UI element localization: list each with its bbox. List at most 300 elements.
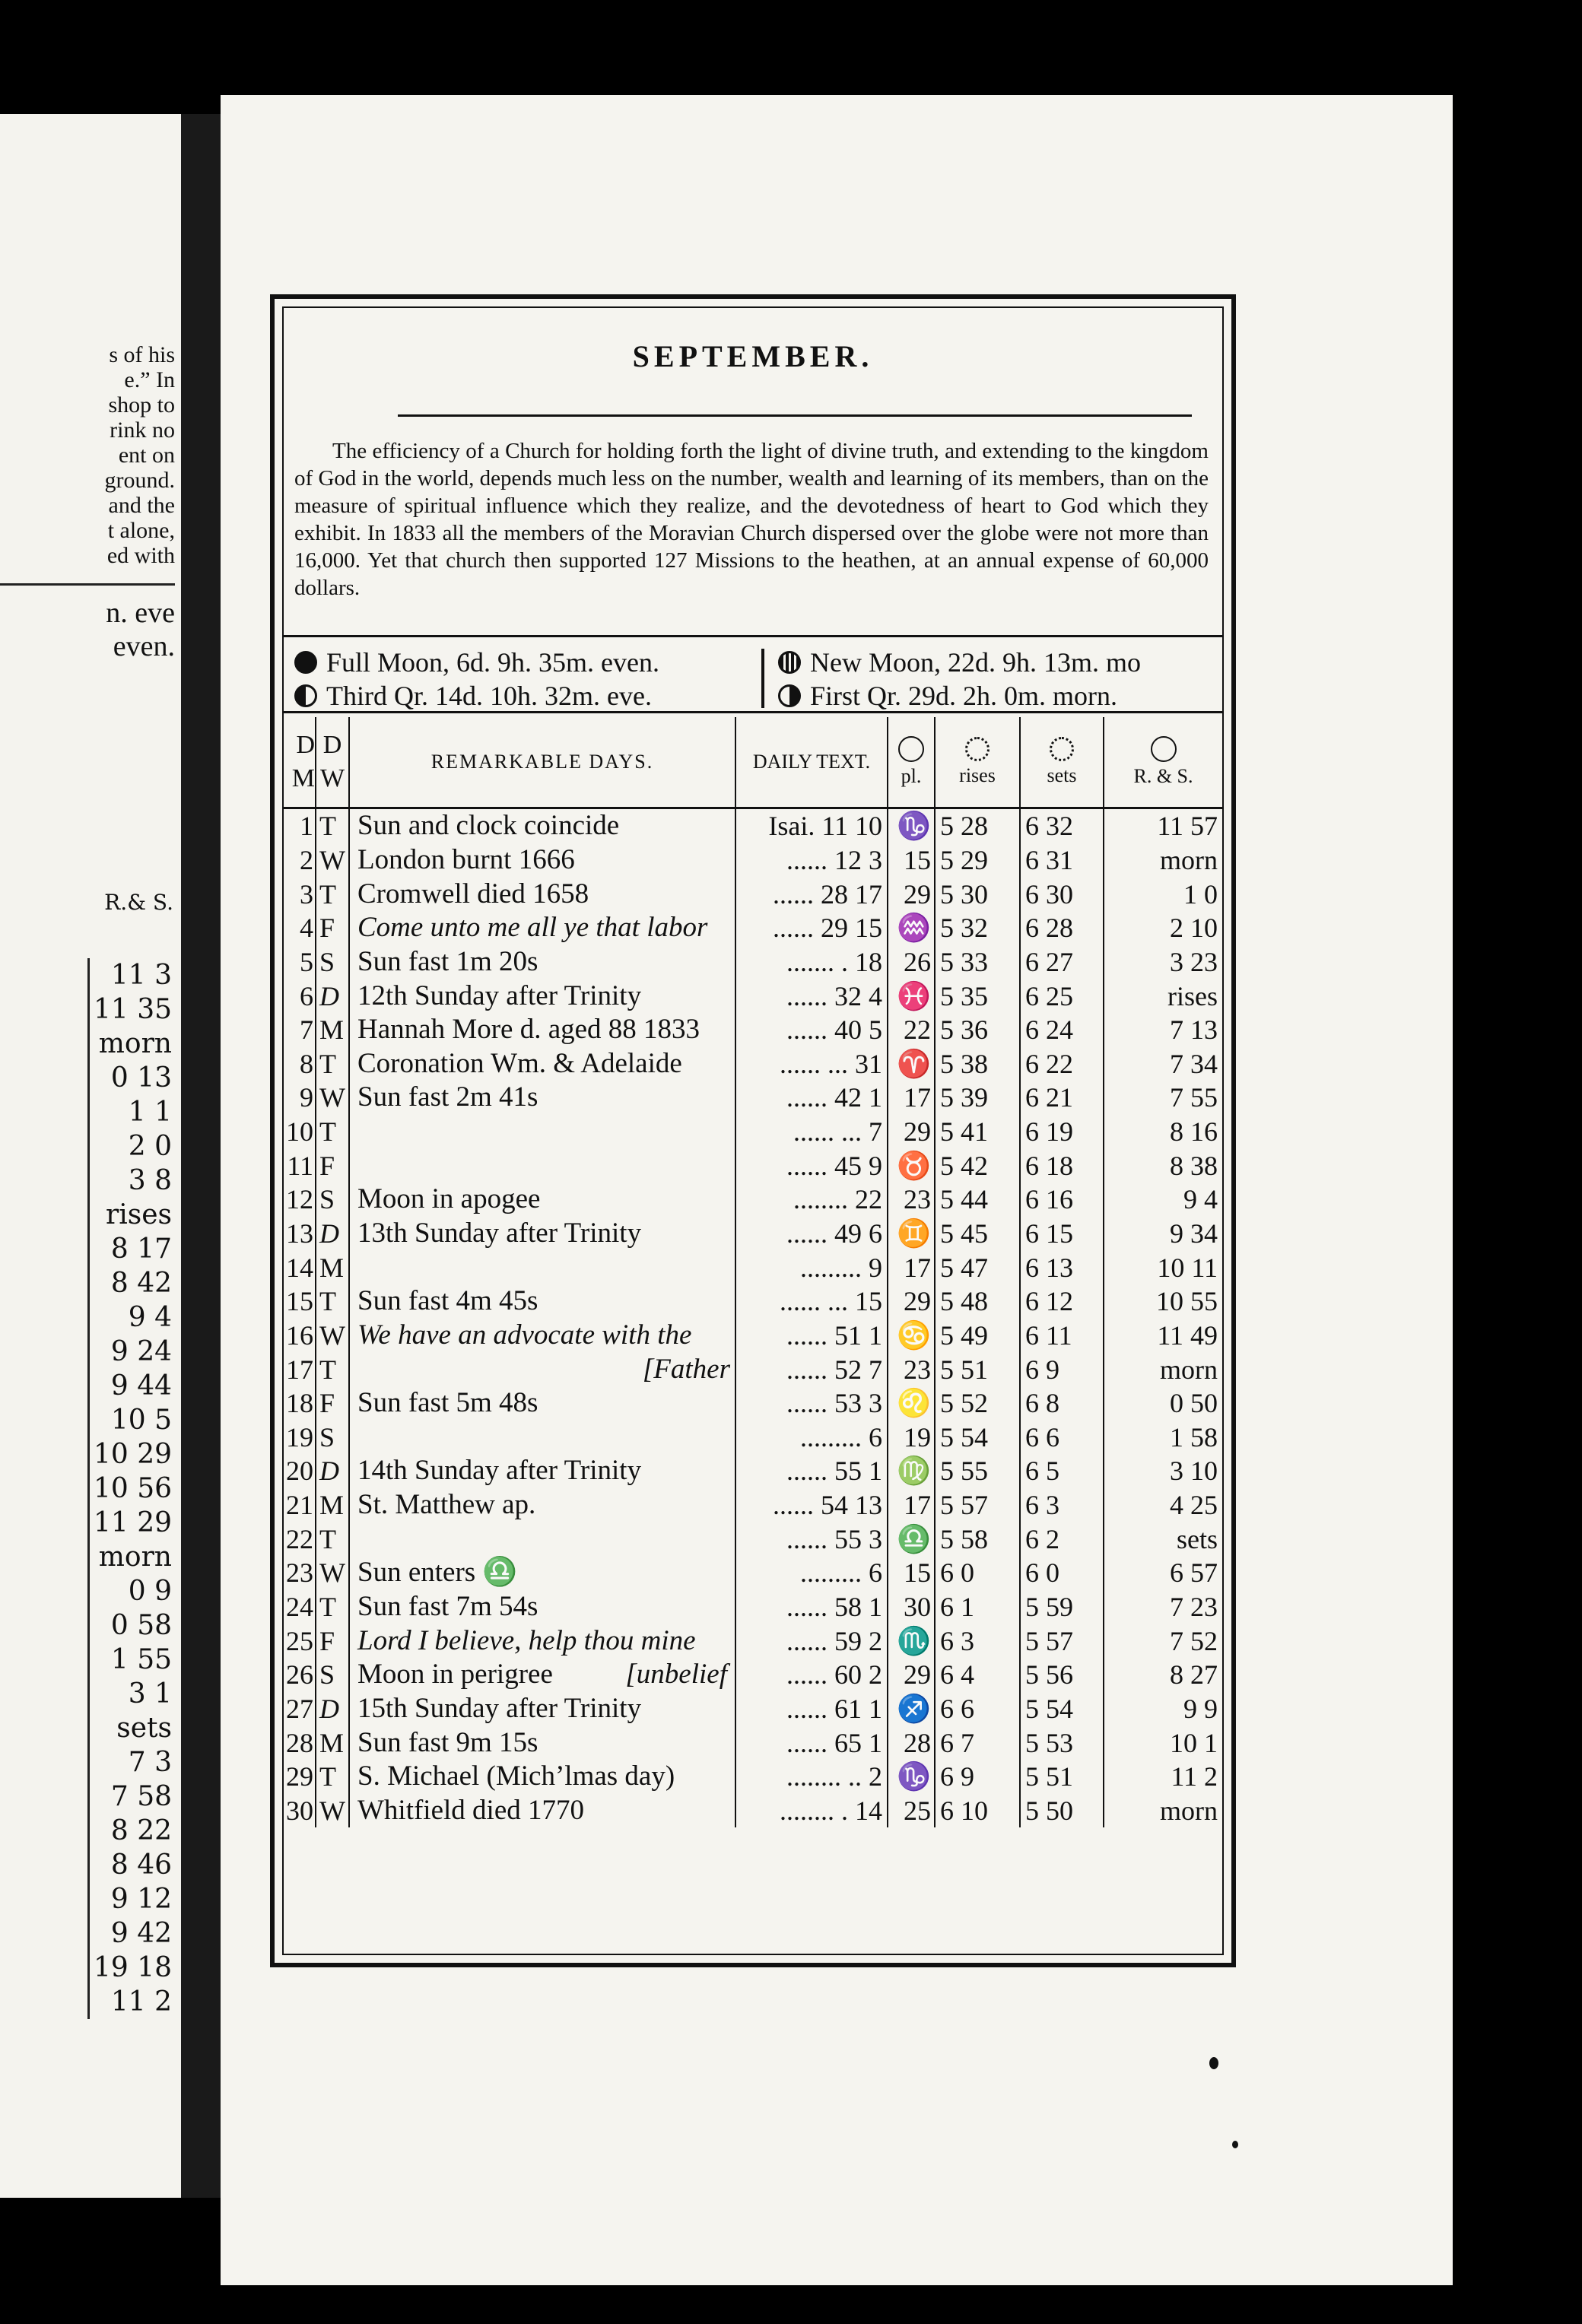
daily-text: ......... 6 — [735, 1556, 888, 1590]
moon-rises-sets: morn — [1104, 1794, 1222, 1828]
left-page-value: 11 2 — [110, 1986, 172, 2018]
sun-rises: 5 44 — [935, 1183, 1020, 1217]
day-of-week: T — [316, 1760, 349, 1794]
daily-text: ...... ... 7 — [735, 1115, 888, 1149]
moon-place: 15 — [888, 843, 935, 878]
remarkable-day-text: Sun fast 9m 15s — [357, 1726, 538, 1758]
moon-rises-sets: 1 58 — [1104, 1421, 1222, 1455]
table-row — [284, 1013, 1222, 1047]
day-of-month: 4 — [300, 913, 313, 944]
left-page-moon-line: even. — [113, 630, 175, 662]
left-page-line: rink no — [110, 417, 175, 443]
day-of-month: 27 — [286, 1693, 313, 1724]
day-of-week: W — [316, 843, 349, 878]
day-of-month: 28 — [286, 1727, 313, 1758]
table-row — [284, 1488, 1222, 1522]
remarkable-day-text: Hannah More d. aged 88 1833 — [357, 1014, 700, 1046]
left-page-value: 7 58 — [110, 1781, 172, 1812]
day-of-week: M — [316, 1250, 349, 1284]
sun-sets: 6 21 — [1020, 1081, 1104, 1115]
sun-rises: 5 29 — [935, 843, 1020, 878]
sun-sets: 6 3 — [1020, 1488, 1104, 1522]
remarkable-day-text: Sun fast 2m 41s — [357, 1081, 538, 1113]
day-of-month: 17 — [286, 1354, 313, 1385]
daily-text: ...... ... 31 — [735, 1046, 888, 1081]
day-of-week: T — [316, 877, 349, 911]
moon-rises-sets: 11 57 — [1104, 808, 1222, 843]
left-separator — [0, 583, 175, 586]
table-row — [284, 1522, 1222, 1556]
sun-rises: 5 45 — [935, 1217, 1020, 1251]
sun-sets: 6 0 — [1020, 1556, 1104, 1590]
table-row — [284, 1726, 1222, 1760]
sun-sets: 6 19 — [1020, 1115, 1104, 1149]
header-rises — [935, 717, 1020, 808]
remarkable-day-text: [Father — [642, 1353, 730, 1385]
left-page-value: 8 22 — [110, 1815, 172, 1846]
sun-sets: 6 22 — [1020, 1046, 1104, 1081]
remarkable-day-text: S. Michael (Mich’lmas day) — [357, 1760, 675, 1792]
left-page-moon-line: n. eve — [106, 597, 175, 629]
table-header-row — [284, 717, 1222, 808]
sun-sets: 5 54 — [1020, 1692, 1104, 1726]
day-of-month: 3 — [300, 878, 313, 910]
left-page-value: 11 35 — [93, 994, 172, 1025]
moon-rises-sets: 10 11 — [1104, 1250, 1222, 1284]
page-gutter — [181, 114, 221, 2198]
third-quarter-line — [294, 679, 659, 713]
left-page-line: e.” In — [124, 367, 175, 392]
header-rs — [1104, 717, 1222, 808]
moon-place: 17 — [888, 1081, 935, 1115]
moon-place: ♋ — [888, 1319, 935, 1353]
sun-icon — [1050, 737, 1074, 761]
remarkable-day-text: Sun fast 1m 20s — [357, 945, 538, 977]
remarkable-day — [349, 1726, 735, 1760]
moon-rises-sets: 7 52 — [1104, 1624, 1222, 1658]
table-row — [284, 911, 1222, 945]
header-pl — [888, 717, 935, 808]
day-of-month: 13 — [286, 1218, 313, 1249]
remarkable-day — [349, 808, 735, 843]
remarkable-day-text: Cromwell died 1658 — [357, 878, 589, 910]
calendar-table — [284, 717, 1222, 1827]
title-rule — [398, 414, 1192, 417]
sun-sets: 6 27 — [1020, 945, 1104, 979]
sun-rises: 5 52 — [935, 1386, 1020, 1421]
day-of-month: 26 — [286, 1659, 313, 1691]
remarkable-day-text: Sun fast 4m 45s — [357, 1285, 538, 1317]
table-row — [284, 808, 1222, 843]
daily-text: ...... 12 3 — [735, 843, 888, 878]
remarkable-day-text: Moon in apogee — [357, 1183, 541, 1215]
left-page-rs-column — [87, 958, 181, 2019]
moon-rises-sets: 3 23 — [1104, 945, 1222, 979]
table-row — [284, 1284, 1222, 1319]
day-of-week: F — [316, 1148, 349, 1183]
header-dw-top: D — [322, 731, 342, 759]
table-row — [284, 1352, 1222, 1386]
new-moon-text: New Moon, 22d. 9h. 13m. mo — [810, 647, 1141, 678]
moon-place: 29 — [888, 877, 935, 911]
sun-rises: 5 30 — [935, 877, 1020, 911]
day-of-month: 15 — [286, 1286, 313, 1317]
table-row — [284, 877, 1222, 911]
moon-place: ♑ — [888, 808, 935, 843]
remarkable-day — [349, 1148, 735, 1183]
moon-rises-sets: 8 38 — [1104, 1148, 1222, 1183]
sun-sets: 6 16 — [1020, 1183, 1104, 1217]
remarkable-day — [349, 1217, 735, 1251]
full-moon-line — [294, 646, 659, 679]
remarkable-day — [349, 1760, 735, 1794]
remarkable-day — [349, 1590, 735, 1624]
remarkable-day-text: Sun and clock coincide — [357, 810, 620, 842]
sun-rises: 6 0 — [935, 1556, 1020, 1590]
moon-place: 22 — [888, 1013, 935, 1047]
table-row — [284, 1794, 1222, 1828]
remarkable-day — [349, 1421, 735, 1455]
moon-phases-right — [778, 646, 1141, 713]
moon-rises-sets: 1 0 — [1104, 877, 1222, 911]
moon-place: ♒ — [888, 911, 935, 945]
daily-text: ...... 54 13 — [735, 1488, 888, 1522]
sun-rises: 5 36 — [935, 1013, 1020, 1047]
moon-place: 29 — [888, 1115, 935, 1149]
moon-rises-sets: 11 2 — [1104, 1760, 1222, 1794]
intro-rule — [284, 635, 1222, 637]
paper-speck — [1209, 2057, 1218, 2069]
left-page-line: ent on — [118, 443, 175, 468]
sun-rises: 5 49 — [935, 1319, 1020, 1353]
remarkable-day — [349, 1522, 735, 1556]
left-page-line: ed with — [106, 543, 175, 568]
table-row — [284, 1590, 1222, 1624]
sun-rises: 5 32 — [935, 911, 1020, 945]
moon-phases — [284, 643, 1222, 711]
sun-rises: 5 42 — [935, 1148, 1020, 1183]
left-column-header: R.& S. — [104, 890, 173, 915]
remarkable-day — [349, 1183, 735, 1217]
remarkable-day — [349, 843, 735, 878]
left-page-line: shop to — [108, 392, 175, 417]
day-of-month: 12 — [286, 1184, 313, 1215]
sun-sets: 5 59 — [1020, 1590, 1104, 1624]
moon-place: 29 — [888, 1284, 935, 1319]
left-page-line: t alone, — [107, 518, 175, 543]
sun-sets: 6 12 — [1020, 1284, 1104, 1319]
table-row — [284, 979, 1222, 1013]
table-row — [284, 843, 1222, 878]
header-dm — [284, 717, 316, 808]
third-quarter-icon — [294, 684, 317, 707]
day-of-month: 9 — [300, 1082, 313, 1113]
left-page-value: 10 5 — [110, 1405, 172, 1436]
left-page-value: 9 12 — [110, 1884, 172, 1915]
sun-rises: 5 41 — [935, 1115, 1020, 1149]
moon-rises-sets: 10 55 — [1104, 1284, 1222, 1319]
moon-place: ♎ — [888, 1522, 935, 1556]
table-row — [284, 1319, 1222, 1353]
day-of-month: 18 — [286, 1388, 313, 1419]
daily-text: ...... 29 15 — [735, 911, 888, 945]
day-of-month: 20 — [286, 1456, 313, 1487]
left-page-value: rises — [106, 1199, 172, 1230]
daily-text: ......... 9 — [735, 1250, 888, 1284]
sun-rises: 5 28 — [935, 808, 1020, 843]
day-of-week: D — [316, 979, 349, 1013]
moon-phases-divider — [761, 649, 764, 708]
moon-place: ♑ — [888, 1760, 935, 1794]
day-of-week: T — [316, 1522, 349, 1556]
left-page-value: 3 1 — [128, 1678, 172, 1710]
header-pl-label: pl. — [901, 765, 922, 787]
sun-sets: 6 9 — [1020, 1352, 1104, 1386]
remarkable-day — [349, 1658, 735, 1692]
sun-sets: 5 51 — [1020, 1760, 1104, 1794]
moon-face-icon — [1151, 736, 1177, 762]
moon-rises-sets: 7 55 — [1104, 1081, 1222, 1115]
day-of-week: D — [316, 1217, 349, 1251]
left-page-text — [0, 342, 175, 663]
third-quarter-text: Third Qr. 14d. 10h. 32m. eve. — [326, 681, 652, 711]
table-row — [284, 1217, 1222, 1251]
day-of-week: M — [316, 1013, 349, 1047]
table-row — [284, 1115, 1222, 1149]
remarkable-day-text: Coronation Wm. & Adelaide — [357, 1047, 682, 1079]
moon-rises-sets: 7 13 — [1104, 1013, 1222, 1047]
sun-rises: 6 7 — [935, 1726, 1020, 1760]
sun-rises: 6 10 — [935, 1794, 1020, 1828]
sun-sets: 5 56 — [1020, 1658, 1104, 1692]
moon-rises-sets: 4 25 — [1104, 1488, 1222, 1522]
daily-text: ...... 59 2 — [735, 1624, 888, 1658]
sun-sets: 6 18 — [1020, 1148, 1104, 1183]
left-page-value: 10 29 — [93, 1439, 172, 1470]
daily-text: ...... ... 15 — [735, 1284, 888, 1319]
daily-text: ...... 49 6 — [735, 1217, 888, 1251]
moon-rises-sets: 7 23 — [1104, 1590, 1222, 1624]
remarkable-day — [349, 1250, 735, 1284]
day-of-month: 22 — [286, 1523, 313, 1554]
day-of-week: W — [316, 1081, 349, 1115]
left-page-value: 1 1 — [128, 1097, 172, 1128]
sun-rises: 5 39 — [935, 1081, 1020, 1115]
sun-sets: 6 28 — [1020, 911, 1104, 945]
left-page-value: 0 9 — [128, 1576, 172, 1607]
remarkable-day — [349, 911, 735, 945]
sun-icon — [965, 737, 990, 761]
daily-text: ........ 22 — [735, 1183, 888, 1217]
table-row — [284, 1250, 1222, 1284]
header-dm-top: D — [296, 731, 315, 759]
day-of-week: M — [316, 1488, 349, 1522]
day-of-week: W — [316, 1794, 349, 1828]
sun-sets: 6 5 — [1020, 1454, 1104, 1488]
sun-sets: 6 24 — [1020, 1013, 1104, 1047]
moon-rises-sets: 11 49 — [1104, 1319, 1222, 1353]
remarkable-day-text: Whitfield died 1770 — [357, 1794, 584, 1826]
daily-text: ...... 28 17 — [735, 877, 888, 911]
daily-text: ........ . 14 — [735, 1794, 888, 1828]
daily-text: ...... 65 1 — [735, 1726, 888, 1760]
left-page-value: 0 58 — [110, 1610, 172, 1641]
sun-rises: 6 6 — [935, 1692, 1020, 1726]
remarkable-day — [349, 1081, 735, 1115]
day-of-week: M — [316, 1726, 349, 1760]
moon-place: 29 — [888, 1658, 935, 1692]
calendar-body — [284, 808, 1222, 1828]
header-dm-bottom: M — [291, 764, 315, 792]
header-dw-bottom: W — [319, 764, 345, 792]
remarkable-day-text: Sun enters ♎ — [357, 1557, 518, 1589]
moon-place: 23 — [888, 1183, 935, 1217]
moon-place: 17 — [888, 1488, 935, 1522]
daily-text: ........ .. 2 — [735, 1760, 888, 1794]
moon-place: ♏ — [888, 1624, 935, 1658]
day-of-month: 2 — [300, 844, 313, 875]
day-of-month: 11 — [287, 1150, 313, 1181]
daily-text: Isai. 11 10 — [735, 808, 888, 843]
day-of-month: 8 — [300, 1048, 313, 1079]
remarkable-day — [349, 1386, 735, 1421]
remarkable-day — [349, 1115, 735, 1149]
table-row — [284, 1081, 1222, 1115]
daily-text: ...... 52 7 — [735, 1352, 888, 1386]
left-page-value: morn — [98, 1541, 172, 1573]
remarkable-day-text: Sun fast 5m 48s — [357, 1387, 538, 1419]
sun-sets: 6 31 — [1020, 843, 1104, 878]
left-page-value: 19 18 — [93, 1952, 172, 1983]
day-of-week: S — [316, 1658, 349, 1692]
moon-rises-sets: 8 27 — [1104, 1658, 1222, 1692]
moon-rises-sets: 8 16 — [1104, 1115, 1222, 1149]
sun-rises: 5 57 — [935, 1488, 1020, 1522]
left-page-value: 10 56 — [93, 1473, 172, 1504]
header-rises-label: rises — [959, 764, 996, 786]
page-frame — [270, 294, 1236, 1967]
remarkable-day-text: 12th Sunday after Trinity — [357, 979, 642, 1011]
table-row — [284, 1658, 1222, 1692]
sun-sets: 6 32 — [1020, 808, 1104, 843]
page-title: SEPTEMBER. — [632, 339, 874, 373]
moon-place: 26 — [888, 945, 935, 979]
remarkable-day-continuation: [unbelief — [625, 1659, 727, 1691]
left-page-line: s of his — [109, 342, 175, 367]
day-of-week: S — [316, 945, 349, 979]
moon-rises-sets: 6 57 — [1104, 1556, 1222, 1590]
table-row — [284, 1454, 1222, 1488]
table-row — [284, 1556, 1222, 1590]
sun-sets: 5 53 — [1020, 1726, 1104, 1760]
left-page-value: 8 42 — [110, 1268, 172, 1299]
sun-rises: 5 51 — [935, 1352, 1020, 1386]
sun-rises: 5 48 — [935, 1284, 1020, 1319]
day-of-week: T — [316, 1115, 349, 1149]
day-of-month: 5 — [300, 946, 313, 977]
remarkable-day-text: We have an advocate with the — [357, 1319, 692, 1351]
new-moon-icon — [778, 651, 801, 674]
remarkable-day — [349, 1013, 735, 1047]
moon-rises-sets: 3 10 — [1104, 1454, 1222, 1488]
table-row — [284, 1148, 1222, 1183]
remarkable-day-text: 13th Sunday after Trinity — [357, 1218, 642, 1249]
left-page-line: and the — [108, 493, 175, 518]
sun-rises: 6 3 — [935, 1624, 1020, 1658]
day-of-week: W — [316, 1556, 349, 1590]
table-row — [284, 1692, 1222, 1726]
table-row — [284, 1624, 1222, 1658]
daily-text: ...... 61 1 — [735, 1692, 888, 1726]
remarkable-day-text: Sun fast 7m 54s — [357, 1591, 538, 1623]
moon-place: 28 — [888, 1726, 935, 1760]
remarkable-day — [349, 1284, 735, 1319]
remarkable-day — [349, 1556, 735, 1590]
sun-rises: 5 38 — [935, 1046, 1020, 1081]
remarkable-day — [349, 1046, 735, 1081]
left-page-value: 0 13 — [110, 1062, 172, 1094]
daily-text: ......... 6 — [735, 1421, 888, 1455]
sun-sets: 6 13 — [1020, 1250, 1104, 1284]
header-sets-label: sets — [1047, 764, 1077, 786]
new-moon-line — [778, 646, 1141, 679]
first-quarter-line — [778, 679, 1141, 713]
left-page-value: 9 44 — [110, 1370, 172, 1402]
day-of-month: 7 — [300, 1014, 313, 1046]
daily-text: ...... 55 1 — [735, 1454, 888, 1488]
left-page-value: 7 3 — [128, 1747, 172, 1778]
moon-face-icon — [898, 736, 924, 762]
day-of-week: S — [316, 1421, 349, 1455]
daily-text: ...... 58 1 — [735, 1590, 888, 1624]
left-page-value: 3 8 — [128, 1165, 172, 1196]
intro-paragraph: The efficiency of a Church for holding forth the light of divine truth, and extending to the kingdom of God in the world, depends much less on the number, wealth and learning of its members, than on the measure of spiritual influence which they realize, and the devotedness of heart to God which they exhibit. In 1833 all the members of the Moravian Church dispersed over the globe were not more than 16,000. Yet that church then supported 127 Missions to the heathen, at an annual expense of 60,000 dollars. — [294, 439, 1209, 600]
moon-rises-sets: morn — [1104, 1352, 1222, 1386]
remarkable-day-text: Come unto me all ye that labor — [357, 912, 708, 944]
remarkable-day-text: Moon in perigree — [357, 1659, 553, 1691]
moon-phases-left — [294, 646, 659, 713]
day-of-week: T — [316, 1352, 349, 1386]
day-of-month: 25 — [286, 1625, 313, 1656]
left-page-line: ground. — [104, 468, 175, 493]
sun-sets: 6 15 — [1020, 1217, 1104, 1251]
sun-sets: 5 50 — [1020, 1794, 1104, 1828]
daily-text: ...... 42 1 — [735, 1081, 888, 1115]
moon-rises-sets: rises — [1104, 979, 1222, 1013]
day-of-week: D — [316, 1454, 349, 1488]
remarkable-day — [349, 1488, 735, 1522]
table-row — [284, 1760, 1222, 1794]
moon-place: ♍ — [888, 1454, 935, 1488]
remarkable-day — [349, 1454, 735, 1488]
sun-rises: 5 58 — [935, 1522, 1020, 1556]
sun-rises: 6 4 — [935, 1658, 1020, 1692]
moon-place: ♌ — [888, 1386, 935, 1421]
left-page-value: 8 17 — [110, 1233, 172, 1265]
daily-text: ...... 45 9 — [735, 1148, 888, 1183]
calendar-table-wrap — [284, 717, 1222, 1827]
moon-place: ♐ — [888, 1692, 935, 1726]
sun-rises: 5 33 — [935, 945, 1020, 979]
sun-rises: 5 54 — [935, 1421, 1020, 1455]
day-of-week: F — [316, 1624, 349, 1658]
moon-rises-sets: 9 9 — [1104, 1692, 1222, 1726]
left-page-value: 9 42 — [110, 1918, 172, 1949]
day-of-week: T — [316, 1046, 349, 1081]
moon-place: 23 — [888, 1352, 935, 1386]
day-of-week: D — [316, 1692, 349, 1726]
daily-text: ...... 40 5 — [735, 1013, 888, 1047]
